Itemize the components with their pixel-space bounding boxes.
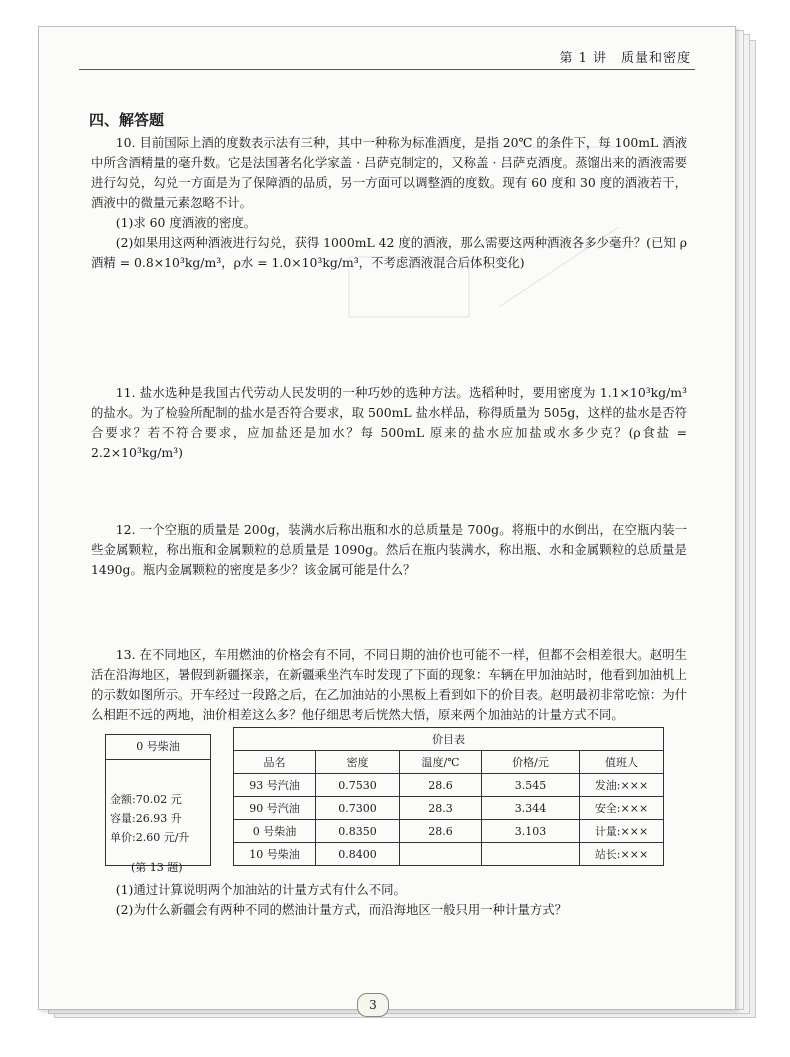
table-cell: 0.8350 [316,820,400,843]
question-10 [91,133,687,273]
table-cell: 计量:××× [580,820,664,843]
table-cell: 28.3 [400,797,482,820]
question-13-parts [91,880,687,920]
price-table-title: 价目表 [234,728,664,751]
table-row [234,820,664,843]
table-cell: 0 号柴油 [234,820,316,843]
book-page [38,26,736,1010]
price-table-header-row [234,751,664,774]
table-cell: 93 号汽油 [234,774,316,797]
table-cell: 安全:××× [580,797,664,820]
table-cell: 0.7530 [316,774,400,797]
table-row [234,843,664,866]
fuel-pump-unit-price: 单价:2.60 元/升 [110,831,190,844]
question-12-text: 12. 一个空瓶的质量是 200g，装满水后称出瓶和水的总质量是 700g。将瓶中的水倒出，在空瓶内装一些金属颗粒，称出瓶和金属颗粒的总质量是 1090g。然后在瓶内装满水，称出瓶、水和金属颗粒的总质量是 1490g。瓶内金属颗粒的密度是多少？该金属可能是什么？ [91,522,687,577]
table-cell [400,843,482,866]
table-cell: 3.545 [482,774,580,797]
question-10-part-1: (1)求 60 度酒液的密度。 [115,215,257,230]
table-cell: 90 号汽油 [234,797,316,820]
table-row [234,774,664,797]
question-13 [91,645,687,725]
table-cell: 发油:××× [580,774,664,797]
table-row [234,797,664,820]
table-cell: 站长:××× [580,843,664,866]
question-11 [91,383,687,463]
table-cell [482,843,580,866]
question-13-part-1: (1)通过计算说明两个加油站的计量方式有什么不同。 [115,882,406,897]
question-13-text: 13. 在不同地区，车用燃油的价格会有不同，不同日期的油价也可能不一样，但都不会相差很大。赵明生活在沿海地区，暑假到新疆探亲，在新疆乘坐汽车时发现了下面的现象：车辆在甲加油站时，他看到加油机上的示数如图所示。开车经过一段路之后，在乙加油站的小黑板上看到如下的价目表。赵明最初非常吃惊：为什么相距不远的两地，油价相差这么多？他仔细思考后恍然大悟，原来两个加油站的计量方式不同。 [91,647,687,722]
question-10-part-2: (2)如果用这两种酒液进行勾兑，获得 1000mL 42 度的酒液，那么需要这两种酒液各多少毫升？(已知 ρ酒精 = 0.8×10³kg/m³，ρ水 = 1.0×10³kg/m³，不考虑酒液混合后体积变化) [91,235,687,270]
column-header: 值班人 [580,751,664,774]
column-header: 密度 [316,751,400,774]
table-cell: 28.6 [400,774,482,797]
question-10-text: 10. 目前国际上酒的度数表示法有三种，其中一种称为标准酒度，是指 20℃ 的条件下，每 100mL 酒液中所含酒精量的毫升数。它是法国著名化学家盖 · 吕萨克制定的，又称盖 · 吕萨克酒度。蒸馏出来的酒液需要进行勾兑，勾兑一方面是为了保障酒的品质，另一方面可以调整酒的度数。现有 60 度和 30 度的酒液若干，酒液中的微量元素忽略不计。 [91,135,687,210]
question-13-part-2: (2)为什么新疆会有两种不同的燃油计量方式，而沿海地区一般只用一种计量方式？ [115,902,568,917]
fuel-pump-amount: 金额:70.02 元 [110,793,182,806]
table-cell: 3.344 [482,797,580,820]
fuel-pump-display [105,734,211,866]
fuel-pump-title: 0 号柴油 [106,735,210,760]
table-cell: 0.7300 [316,797,400,820]
figure-caption: (第 13 题) [131,861,183,874]
page-number: 3 [357,993,389,1017]
price-table [233,727,664,866]
table-cell: 10 号柴油 [234,843,316,866]
question-11-text: 11. 盐水选种是我国古代劳动人民发明的一种巧妙的选种方法。选稻种时，要用密度为 1.1×10³kg/m³ 的盐水。为了检验所配制的盐水是否符合要求，取 500mL 盐水样品，称得质量为 505g，这样的盐水是否符合要求？若不符合要求，应加盐还是加水？每 500mL 原来的盐水应加盐或水多少克？(ρ食盐 = 2.2×10³kg/m³) [91,385,687,460]
table-cell: 3.103 [482,820,580,843]
table-cell: 28.6 [400,820,482,843]
column-header: 品名 [234,751,316,774]
question-12 [91,520,687,580]
column-header: 温度/℃ [400,751,482,774]
fuel-pump-volume: 容量:26.93 升 [110,812,182,825]
column-header: 价格/元 [482,751,580,774]
page-header: 第 1 讲 质量和密度 [559,51,691,66]
table-cell: 0.8400 [316,843,400,866]
section-title: 四、解答题 [89,111,165,129]
header-divider [79,69,695,70]
